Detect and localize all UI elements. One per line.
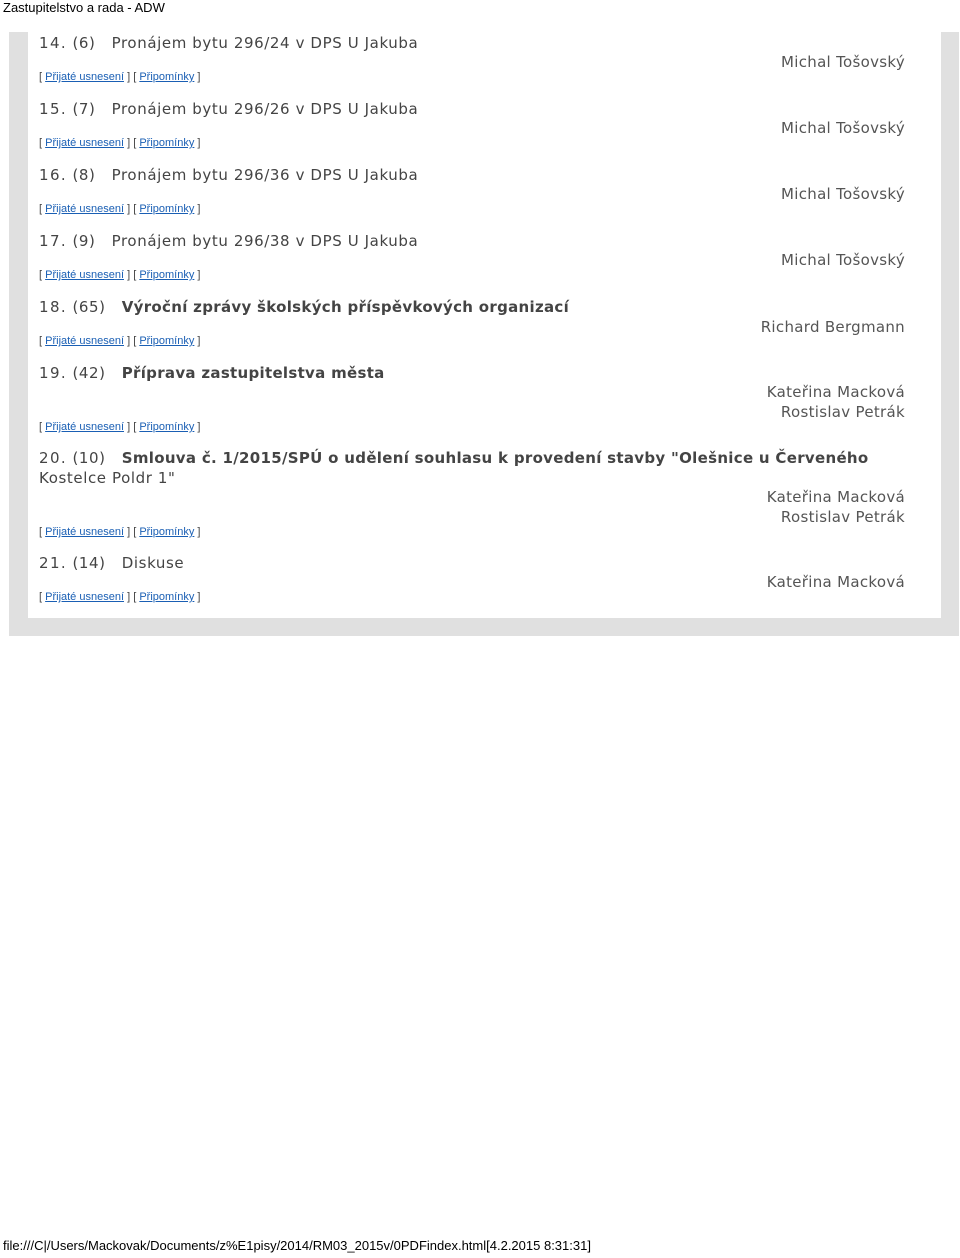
comments-link[interactable]: Připomínky (139, 526, 195, 538)
agenda-item-title: 21. (14) Diskuse (39, 554, 185, 572)
accepted-resolution-link[interactable]: Přijaté usnesení (45, 591, 125, 603)
item-links: [ Přijaté usnesení ] [ Připomínky ] (39, 421, 201, 433)
item-links: [ Přijaté usnesení ] [ Připomínky ] (39, 137, 201, 149)
person-name: Rostislav Petrák (780, 508, 905, 526)
agenda-item-title: 16. (8) Pronájem bytu 296/36 v DPS U Jakuba (39, 166, 419, 184)
item-links: [ Přijaté usnesení ] [ Připomínky ] (39, 269, 201, 281)
item-title-text: Pronájem bytu 296/36 v DPS U Jakuba (111, 166, 419, 184)
accepted-resolution-link[interactable]: Přijaté usnesení (45, 71, 125, 83)
item-title-continuation: Kostelce Poldr 1" (39, 469, 176, 487)
comments-link[interactable]: Připomínky (139, 269, 195, 281)
page-title: Zastupitelstvo a rada - ADW (3, 0, 165, 15)
person-name: Rostislav Petrák (780, 403, 905, 421)
accepted-resolution-link[interactable]: Přijaté usnesení (45, 335, 125, 347)
item-title-text: Pronájem bytu 296/24 v DPS U Jakuba (111, 34, 419, 52)
item-people (767, 572, 905, 592)
item-title-text: Příprava zastupitelstva města (121, 364, 385, 382)
agenda-item-title: 15. (7) Pronájem bytu 296/26 v DPS U Jakuba (39, 100, 419, 118)
item-people (767, 382, 905, 422)
item-people (781, 52, 905, 72)
person-name: Kateřina Macková (766, 573, 905, 591)
item-title-text: Smlouva č. 1/2015/SPÚ o udělení souhlasu k provedení stavby "Olešnice u Červeného (121, 449, 869, 467)
comments-link[interactable]: Připomínky (139, 335, 195, 347)
person-name: Kateřina Macková (766, 383, 905, 401)
item-links: [ Přijaté usnesení ] [ Připomínky ] (39, 526, 201, 538)
comments-link[interactable]: Připomínky (139, 421, 195, 433)
footer-file-url: file:///C|/Users/Mackovak/Documents/z%E1pisy/2014/RM03_2015v/0PDFindex.html[4.2.2015 8:31:31] (3, 1238, 591, 1253)
item-links: [ Přijaté usnesení ] [ Připomínky ] (39, 335, 201, 347)
agenda-item-title: 14. (6) Pronájem bytu 296/24 v DPS U Jakuba (39, 34, 419, 52)
accepted-resolution-link[interactable]: Přijaté usnesení (45, 137, 125, 149)
comments-link[interactable]: Připomínky (139, 137, 195, 149)
person-name: Michal Tošovský (781, 251, 905, 269)
person-name: Michal Tošovský (781, 119, 905, 137)
person-name: Richard Bergmann (760, 318, 905, 336)
item-people (767, 487, 905, 527)
comments-link[interactable]: Připomínky (139, 591, 195, 603)
item-title-text: Diskuse (121, 554, 185, 572)
item-people (781, 184, 905, 204)
item-people (781, 250, 905, 270)
person-name: Kateřina Macková (766, 488, 905, 506)
item-title-text: Výroční zprávy školských příspěvkových organizací (121, 298, 570, 316)
item-people (781, 118, 905, 138)
agenda-item-title: 19. (42) Příprava zastupitelstva města (39, 364, 385, 382)
accepted-resolution-link[interactable]: Přijaté usnesení (45, 269, 125, 281)
item-people (761, 317, 905, 337)
accepted-resolution-link[interactable]: Přijaté usnesení (45, 526, 125, 538)
agenda-item-title: 17. (9) Pronájem bytu 296/38 v DPS U Jakuba (39, 232, 419, 250)
accepted-resolution-link[interactable]: Přijaté usnesení (45, 421, 125, 433)
item-links: [ Přijaté usnesení ] [ Připomínky ] (39, 203, 201, 215)
comments-link[interactable]: Připomínky (139, 203, 195, 215)
agenda-item-title: 18. (65) Výroční zprávy školských příspěvkových organizací (39, 298, 570, 316)
agenda-panel (28, 32, 941, 618)
person-name: Michal Tošovský (781, 53, 905, 71)
accepted-resolution-link[interactable]: Přijaté usnesení (45, 203, 125, 215)
item-links: [ Přijaté usnesení ] [ Připomínky ] (39, 71, 201, 83)
item-title-text: Pronájem bytu 296/38 v DPS U Jakuba (111, 232, 419, 250)
item-links: [ Přijaté usnesení ] [ Připomínky ] (39, 591, 201, 603)
item-title-text: Pronájem bytu 296/26 v DPS U Jakuba (111, 100, 419, 118)
comments-link[interactable]: Připomínky (139, 71, 195, 83)
agenda-item-title: 20. (10) Smlouva č. 1/2015/SPÚ o udělení souhlasu k provedení stavby "Olešnice u Červeného Kostelce Poldr 1" (39, 449, 869, 487)
person-name: Michal Tošovský (781, 185, 905, 203)
